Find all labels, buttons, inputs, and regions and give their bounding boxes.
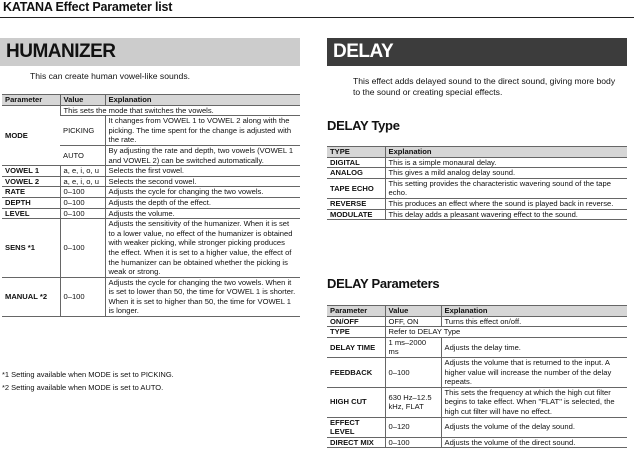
footnote-1: *1 Setting available when MODE is set to PICKING. bbox=[2, 370, 174, 379]
value-cell: 0–100 bbox=[60, 197, 105, 208]
explanation-cell: This setting provides the characteristic wavering sound of the tape echo. bbox=[385, 178, 627, 198]
param-cell: DIRECT MIX bbox=[327, 437, 385, 448]
humanizer-banner bbox=[0, 38, 300, 66]
column-header: TYPE bbox=[327, 147, 385, 158]
explanation-cell: By adjusting the rate and depth, two vowels (VOWEL 1 and VOWEL 2) can be switched automatically. bbox=[105, 145, 300, 165]
type-cell: DIGITAL bbox=[327, 157, 385, 168]
table-header-row bbox=[2, 95, 300, 106]
humanizer-title: HUMANIZER bbox=[6, 41, 116, 62]
explanation-cell: It changes from VOWEL 1 to VOWEL 2 along with the picking. The time spent for the change is adjusted with the rate. bbox=[105, 116, 300, 146]
type-cell: MODULATE bbox=[327, 209, 385, 220]
param-cell: RATE bbox=[2, 187, 60, 198]
param-cell: VOWEL 2 bbox=[2, 176, 60, 187]
column-header: Parameter bbox=[327, 306, 385, 317]
table-row bbox=[327, 209, 627, 220]
delay-title: DELAY bbox=[333, 41, 394, 62]
explanation-cell: Turns this effect on/off. bbox=[441, 316, 627, 327]
delay-description: This effect adds delayed sound to the direct sound, giving more body to the sound or creating special effects. bbox=[353, 76, 616, 97]
value-cell: a, e, i, o, u bbox=[60, 176, 105, 187]
table-row bbox=[2, 208, 300, 219]
explanation-cell: Adjusts the cycle for changing the two vowels. bbox=[105, 187, 300, 198]
table-row bbox=[327, 387, 627, 417]
table-row bbox=[2, 277, 300, 316]
explanation-cell: Adjusts the volume that is returned to the input. A higher value will increase the number of the delay repeats. bbox=[441, 357, 627, 387]
table-row bbox=[2, 219, 300, 278]
param-cell: DELAY TIME bbox=[327, 337, 385, 357]
param-cell: HIGH CUT bbox=[327, 387, 385, 417]
param-cell: EFFECT LEVEL bbox=[327, 417, 385, 437]
page-header-title: KATANA Effect Parameter list bbox=[3, 0, 173, 14]
param-cell: SENS *1 bbox=[2, 219, 60, 278]
table-row bbox=[327, 357, 627, 387]
table-row bbox=[327, 437, 627, 448]
value-cell: a, e, i, o, u bbox=[60, 166, 105, 177]
delay-parameters-table bbox=[327, 305, 627, 448]
param-cell: DEPTH bbox=[2, 197, 60, 208]
explanation-cell: Adjusts the delay time. bbox=[441, 337, 627, 357]
explanation-cell: This gives a mild analog delay sound. bbox=[385, 168, 627, 179]
value-cell: OFF, ON bbox=[385, 316, 441, 327]
param-cell: TYPE bbox=[327, 327, 385, 338]
explanation-cell: Adjusts the volume of the direct sound. bbox=[441, 437, 627, 448]
table-row bbox=[327, 316, 627, 327]
table-row bbox=[327, 178, 627, 198]
type-cell: ANALOG bbox=[327, 168, 385, 179]
table-row bbox=[327, 337, 627, 357]
table-row bbox=[327, 198, 627, 209]
param-cell: FEEDBACK bbox=[327, 357, 385, 387]
explanation-cell: This sets the frequency at which the high cut filter begins to take effect. When "FLAT" is selected, the high cut filter will have no effect. bbox=[441, 387, 627, 417]
column-header: Explanation bbox=[441, 306, 627, 317]
type-cell: TAPE ECHO bbox=[327, 178, 385, 198]
column-header: Value bbox=[385, 306, 441, 317]
value-cell: 0–100 bbox=[385, 357, 441, 387]
table-row bbox=[2, 197, 300, 208]
column-header: Explanation bbox=[105, 95, 300, 106]
delay-parameters-heading: DELAY Parameters bbox=[327, 276, 440, 291]
param-cell: ON/OFF bbox=[327, 316, 385, 327]
value-cell: 0–100 bbox=[60, 219, 105, 278]
explanation-cell: Adjusts the sensitivity of the humanizer. When it is set to a lower value, no effect of the humanizer is obtained with weaker picking, while stronger picking produces the effect. When it is set to a higher value, the effect of the humanizer can be obtained whether the picking is weak or strong. bbox=[105, 219, 300, 278]
column-header: Value bbox=[60, 95, 105, 106]
param-cell: MANUAL *2 bbox=[2, 277, 60, 316]
value-cell: 0–100 bbox=[60, 208, 105, 219]
header-rule bbox=[0, 17, 634, 18]
explanation-cell: Adjusts the cycle for changing the two vowels. When it is set to lower than 50, the time for VOWEL 1 is shorter. When it is set to higher than 50, the time for VOWEL 1 is longer. bbox=[105, 277, 300, 316]
explanation-cell: This delay adds a pleasant wavering effect to the sound. bbox=[385, 209, 627, 220]
table-row bbox=[2, 176, 300, 187]
delay-banner bbox=[327, 38, 627, 66]
table-row bbox=[327, 417, 627, 437]
explanation-cell: Selects the second vowel. bbox=[105, 176, 300, 187]
delay-type-table bbox=[327, 146, 627, 220]
table-row bbox=[2, 187, 300, 198]
explanation-cell: Adjusts the volume of the delay sound. bbox=[441, 417, 627, 437]
param-cell: LEVEL bbox=[2, 208, 60, 219]
value-cell: 0–100 bbox=[60, 187, 105, 198]
table-row bbox=[327, 157, 627, 168]
type-cell: REVERSE bbox=[327, 198, 385, 209]
explanation-cell: This is a simple monaural delay. bbox=[385, 157, 627, 168]
table-header-row bbox=[327, 306, 627, 317]
value-cell: 0–100 bbox=[385, 437, 441, 448]
explanation-cell: This produces an effect where the sound is played back in reverse. bbox=[385, 198, 627, 209]
table-row bbox=[2, 105, 300, 116]
value-cell: 630 Hz–12.5 kHz, FLAT bbox=[385, 387, 441, 417]
value-cell: 0–100 bbox=[60, 277, 105, 316]
table-row bbox=[2, 166, 300, 177]
humanizer-description: This can create human vowel-like sounds. bbox=[30, 71, 191, 81]
humanizer-table bbox=[2, 94, 300, 317]
table-row bbox=[327, 327, 627, 338]
footnote-2: *2 Setting available when MODE is set to AUTO. bbox=[2, 383, 164, 392]
value-cell: 0–120 bbox=[385, 417, 441, 437]
explanation-cell: Adjusts the depth of the effect. bbox=[105, 197, 300, 208]
explanation-cell: Adjusts the volume. bbox=[105, 208, 300, 219]
explanation-cell: This sets the mode that switches the vowels. bbox=[60, 105, 300, 116]
value-cell: Refer to DELAY Type bbox=[385, 327, 627, 338]
value-cell: AUTO bbox=[60, 145, 105, 165]
column-header: Explanation bbox=[385, 147, 627, 158]
explanation-cell: Selects the first vowel. bbox=[105, 166, 300, 177]
value-cell: 1 ms–2000 ms bbox=[385, 337, 441, 357]
param-cell: MODE bbox=[2, 105, 60, 166]
delay-type-heading: DELAY Type bbox=[327, 118, 400, 133]
column-header: Parameter bbox=[2, 95, 60, 106]
table-header-row bbox=[327, 147, 627, 158]
param-cell: VOWEL 1 bbox=[2, 166, 60, 177]
value-cell: PICKING bbox=[60, 116, 105, 146]
table-row bbox=[327, 168, 627, 179]
